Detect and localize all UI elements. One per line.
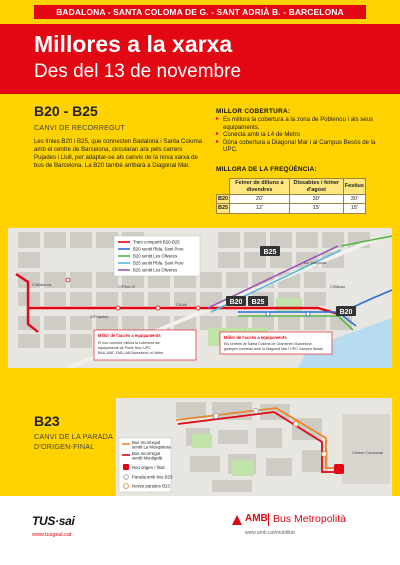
legend-swatch [124,484,129,489]
freq-cell: 30' [343,195,365,204]
map1-legend [114,236,200,276]
table-row [217,204,366,213]
legend-entry: Tram compartit B20-B25 [133,239,180,245]
amb-logo: AMB [245,513,268,524]
legend-swatch [123,464,129,470]
coverage-item: ▸ Dóna cobertura a Diagonal Mar i al Campus Besòs de la UPC. [216,139,376,154]
legend-entry: Nou origen / final [132,465,165,470]
legend-entry: sentit La Mosquitera [132,444,171,450]
route-b23-title: B23 [34,413,60,429]
cities-banner: BADALONA - SANTA COLOMA DE G. - SANT ADRIÀ B. - BARCELONA [34,5,366,19]
tus-url: www.tusgsal.cat [32,532,72,538]
svg-text:Els centres de Santa Coloma de: Els centres de Santa Coloma de Gramenet i Barcelona [224,342,312,346]
freq-header-holiday: Festius [343,179,365,195]
page-subtitle: Des del 13 de novembre [34,61,242,82]
tus-logo: TUS·sai [32,514,75,528]
amb-service-name: Bus Metropolità [273,513,346,525]
map2-legend [119,438,173,492]
route-b23-subtitle-line1: CANVI DE LA PARADA [34,432,113,441]
frequency-table [216,178,366,214]
svg-text:guanyen connexió amb la Diagon: guanyen connexió amb la Diagonal Mar i UPC Campus Besòs [224,347,324,351]
bus-tag-b20-right [336,306,356,316]
top-bar [0,0,400,24]
freq-header-saturday: Dissabtes i feiner d'agost [289,179,343,195]
route-map-b23 [116,398,392,496]
map-park [232,460,254,476]
map-b23-svg [116,398,392,496]
page-title: Millores a la xarxa [34,31,233,57]
svg-text:El nou corredor millora la cob: El nou corredor millora la cobertura als [98,341,160,345]
hero-banner [0,24,400,94]
table-row [217,195,366,204]
bus-tag-b25-mid [248,296,268,306]
legend-entry: B25 sentit Les Oliveres [133,267,178,273]
footer [0,496,400,565]
svg-text:equipaments de Poble Nou: UPC: equipaments de Poble Nou: UPC [98,346,151,350]
coverage-item: ▸ Es millora la cobertura a la zona de Poblenou i als seus equipaments. [216,116,376,131]
route-b23-subtitle-line2: D'ORIGEN-FINAL [34,442,95,451]
street-label: C/Llull [176,302,188,307]
legend-entry: B25 sentit Rbla. Sant Pere [133,260,184,266]
new-terminus-marker [334,464,344,474]
frequency-title: MILLORA DE LA FREQÜÈNCIA: [216,166,317,173]
legend-swatch [124,475,129,480]
route-b20-b25-title: B20 - B25 [34,103,98,119]
street-label: C/Pere IV [118,284,136,289]
svg-text:Millor de l'accés a equipament: Millor de l'accés a equipaments [98,333,161,338]
svg-text:B20: B20 [229,299,243,306]
freq-cell: 30' [289,195,343,204]
freq-header-weekday: Feiner de dilluns a divendres [230,179,290,195]
map-park [192,434,212,448]
street-label: C/Mallorca [32,282,52,287]
coverage-item: ▸ Conecta amb la L4 de Metro [216,131,376,139]
bus-tag-b20-mid [226,296,246,306]
freq-cell: 15' [343,204,365,213]
legend-entry: Noves parades B23 [132,483,170,489]
street-label: Av. Diagonal [304,260,327,265]
freq-route-cell: B25 [218,205,229,212]
legend-entry: Bus recorregut [132,451,161,456]
svg-text:B25: B25 [251,299,265,306]
map-park [276,298,302,312]
svg-text:Millor de l'accés a equipament: Millor de l'accés a equipaments [224,335,287,340]
legend-entry: Bus recorregut [132,440,161,445]
freq-route-cell: B20 [218,196,229,202]
callout-equipments-poblenou [94,330,196,360]
bus-tag-b25-top [260,246,280,256]
freq-cell: 12' [230,204,290,213]
svg-text:BAU-MAC-FAB LAB Barcelona i el: BAU-MAC-FAB LAB Barcelona i el Metro [98,351,164,355]
frequency-header-row [217,179,366,195]
route-b20-description: Les línies B20 i B25, que connecten Badalona i Santa Coloma amb el centre de Barcelona, circularan ara pels carrers Pujades i Llull, per adaptar-se als canvis de la nova xarxa de bus de Barcelona. La B20 també arribarà a Diagonal Mar. [34,138,203,170]
amb-url: www.amb.cat/mobilitat [245,530,295,536]
legend-entry: sentit Montigalà [132,455,163,461]
amb-separator [268,513,269,526]
callout-equipments-diagonal-mar [220,332,332,354]
coverage-list [216,116,376,154]
route-b20-subtitle: CANVI DE RECORREGUT [34,123,125,132]
svg-text:B20: B20 [339,309,353,316]
legend-entry: Parada amb bus B23 [132,474,173,480]
legend-entry: B20 sentit Rbla. Sant Pere [133,246,184,252]
freq-cell: 15' [289,204,343,213]
route-map-b20-b25 [8,228,392,368]
amb-mark-icon [232,515,242,525]
mall-block [342,414,390,484]
freq-cell: 20' [230,195,290,204]
legend-entry: B20 sentit Les Oliveres [133,253,178,259]
place-label: Centre Comercial [352,450,384,455]
svg-text:B25: B25 [263,249,277,256]
street-label: C/Pujades [90,314,109,319]
street-label: C/Bilbao [330,284,346,289]
map-b20-svg [8,228,392,368]
coverage-title: MILLOR COBERTURA: [216,108,291,115]
